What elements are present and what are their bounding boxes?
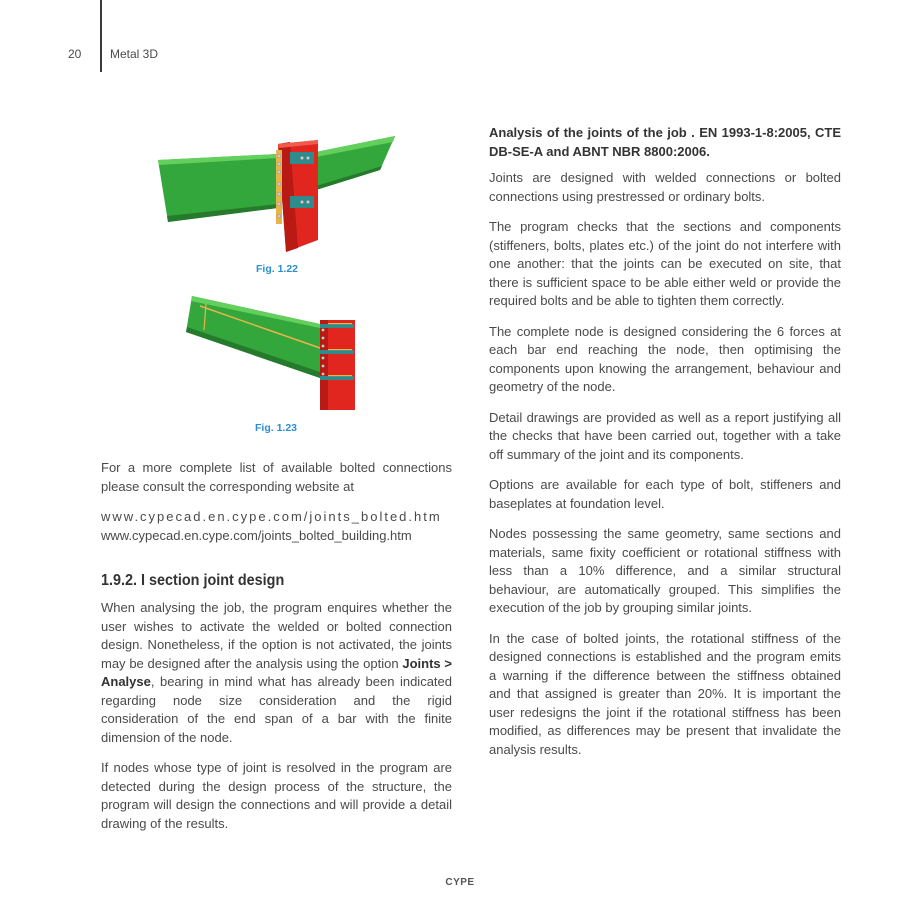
- paragraph: The complete node is designed considering the 6 forces at each bar end reaching the node, then optimising the components upon knowing the arrangement, behaviour and geometry of the node.: [489, 323, 841, 394]
- paragraph-node-detection: If nodes whose type of joint is resolved in the program are detected during the design process of the structure, the program will design the connections and will provide a detail drawing of the results.: [101, 760, 452, 831]
- joints-analysis-heading: Analysis of the joints of the job . EN 1993-1-8:2005, CTE DB-SE-A and ABNT NBR 8800:2006.: [489, 125, 841, 159]
- paragraph: In the case of bolted joints, the rotational stiffness of the designed connections is established and the program emits a warning if the difference between the stiffness obtained and that assigned is greater than 20%. It is important the user redesigns the joint if the rotational stiffness has been modified, as differences may be present that invalidate the analysis results.: [489, 630, 841, 757]
- figure-caption-1-23: Fig. 1.23: [255, 422, 298, 434]
- connection-plate-bottom: [320, 376, 354, 380]
- connection-plate-mid: [320, 350, 354, 354]
- paragraph: Nodes possessing the same geometry, same sections and materials, same fixity coefficient or rotational stiffness with less than a 10% difference, and a similar structural behaviour, are automatically grouped. This simplifies the execution of the job by grouping similar joints.: [489, 526, 841, 615]
- header-rule: [100, 0, 102, 72]
- menu-option-joints-analyse: Joints > Analyse: [101, 655, 452, 689]
- paragraph: The program checks that the sections and components (stiffeners, bolts, plates etc.) of the joint do not interfere with one another: that the joints can be executed on site, that there is sufficient space to be able either weld or provide the required bolts and be able to tighten them correctly.: [489, 219, 841, 308]
- right-column: [489, 124, 841, 771]
- footer-brand: CYPE: [445, 877, 475, 888]
- section-title: 1.9.2. I section joint design: [101, 572, 285, 589]
- paragraph: Joints are designed with welded connections or bolted connections using prestressed or ordinary bolts.: [489, 170, 841, 204]
- figure-1-22-joint-illustration: [150, 128, 400, 258]
- intro-paragraph: For a more complete list of available bolted connections please consult the corresponding website at: [101, 460, 452, 494]
- figure-1-23-joint-illustration: [180, 290, 365, 418]
- page-number: 20: [68, 47, 82, 61]
- paragraph: Options are available for each type of bolt, stiffeners and baseplates at foundation level.: [489, 477, 841, 511]
- connection-plate-top: [320, 324, 354, 328]
- paragraph-text: , bearing in mind what has already been indicated regarding node size consideration and the rigid consideration of the end span of a bar with the finite dimension of the node.: [101, 674, 452, 745]
- left-column: [101, 459, 452, 845]
- paragraph-text: When analysing the job, the program enquires whether the user wishes to activate the welded or bolted connection design. Nonetheless, if the option is not activated, the joints may be designed after the analysis using the option: [101, 600, 452, 671]
- paragraph-joint-design: [101, 599, 452, 747]
- running-title: Metal 3D: [110, 47, 159, 61]
- figure-caption-1-22: Fig. 1.22: [256, 263, 299, 275]
- url-joints-bolted-building[interactable]: www.cypecad.en.cype.com/joints_bolted_building.htm: [101, 527, 412, 543]
- paragraph: Detail drawings are provided as well as a report justifying all the checks that have been carried out, together with a take off summary of the joint and its components.: [489, 409, 841, 462]
- url-joints-bolted[interactable]: www.cypecad.en.cype.com/joints_bolted.htm: [101, 509, 442, 524]
